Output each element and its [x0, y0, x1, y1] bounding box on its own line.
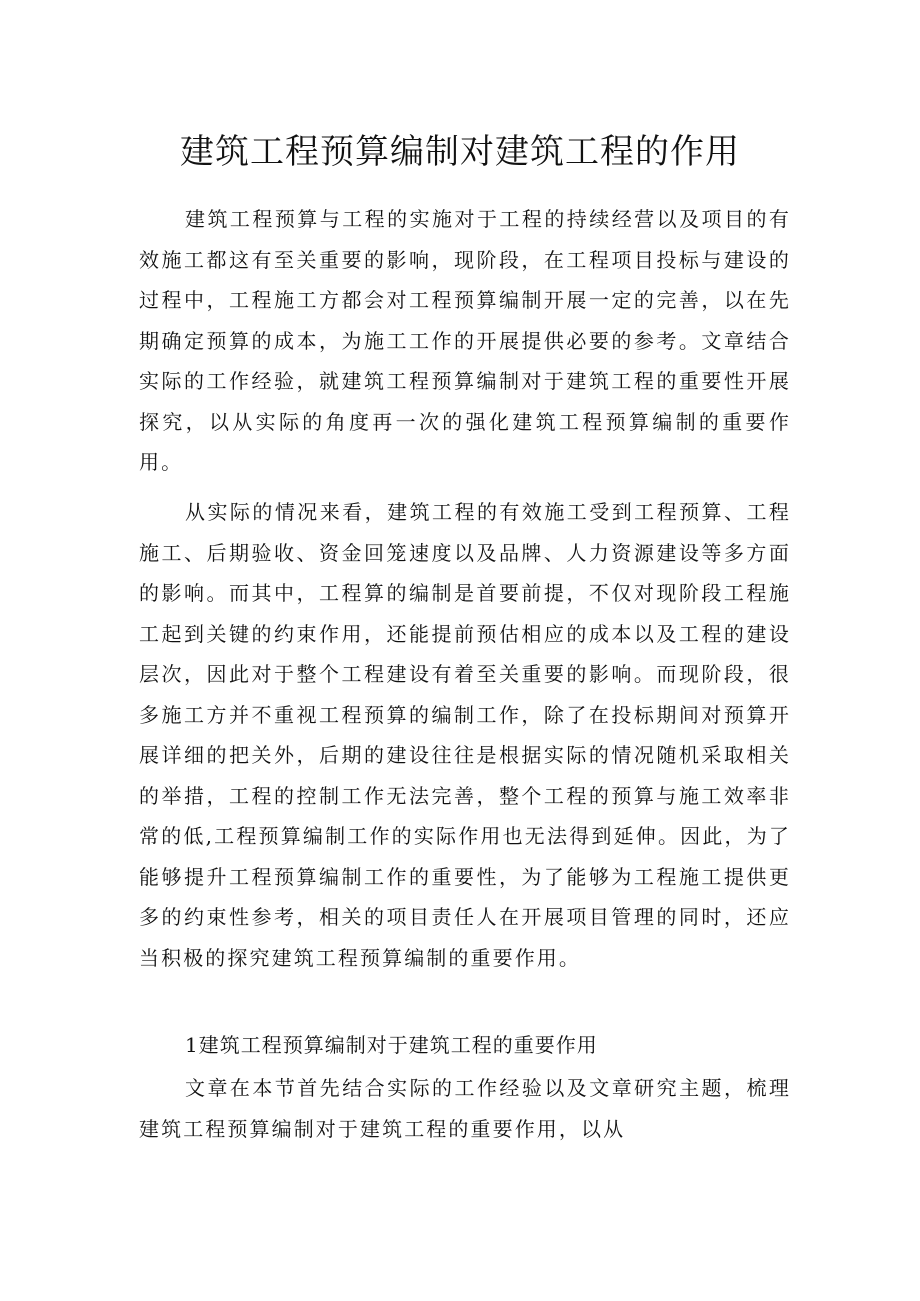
- section-paragraph: 文章在本节首先结合实际的工作经验以及文章研究主题，梳理建筑工程预算编制对于建筑工程的重要作用，以从: [139, 1076, 791, 1141]
- paragraph-context: 从实际的情况来看，建筑工程的有效施工受到工程预算、工程施工、后期验收、资金回笼速度以及品牌、人力资源建设等多方面的影响。而其中，工程算的编制是首要前提，不仅对现阶段工程施工起到关键的约束作用，还能提前预估相应的成本以及工程的建设层次，因此对于整个工程建设有着至关重要的影响。而现阶段，很多施工方并不重视工程预算的编制工作，除了在投标期间对预算开展详细的把关外，后期的建设往往是根据实际的情况随机采取相关的举措，工程的控制工作无法完善，整个工程的预算与施工效率非常的低,工程预算编制工作的实际作用也无法得到延伸。因此，为了能够提升工程预算编制工作的重要性，为了能够为工程施工提供更多的约束性参考，相关的项目责任人在开展项目管理的同时，还应当积极的探究建筑工程预算编制的重要作用。: [139, 500, 791, 970]
- paragraph-intro: 建筑工程预算与工程的实施对于工程的持续经营以及项目的有效施工都这有至关重要的影响，现阶段，在工程项目投标与建设的过程中，工程施工方都会对工程预算编制开展一定的完善，以在先期确定预算的成本，为施工工作的开展提供必要的参考。文章结合实际的工作经验，就建筑工程预算编制对于建筑工程的重要性开展探究，以从实际的角度再一次的强化建筑工程预算编制的重要作用。: [139, 207, 791, 474]
- section-heading: 1建筑工程预算编制对于建筑工程的重要作用: [185, 1033, 598, 1057]
- document-title: 建筑工程预算编制对建筑工程的作用: [180, 132, 740, 172]
